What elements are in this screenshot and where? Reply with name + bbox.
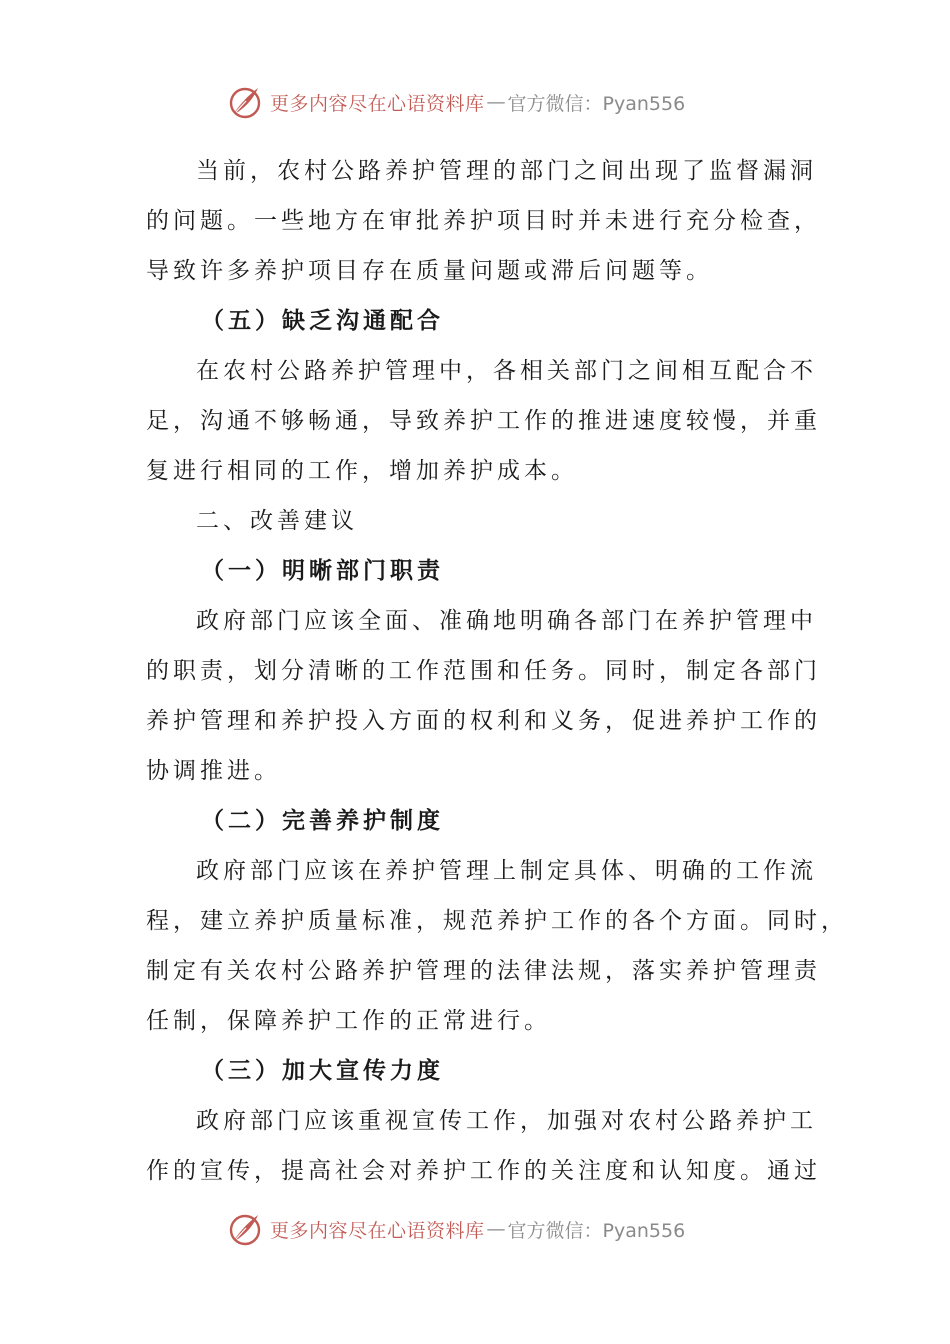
paragraph-publicity xyxy=(146,1096,821,1196)
part-heading-suggestions: 二、改善建议 xyxy=(196,508,358,534)
section-heading-system: （二）完善养护制度 xyxy=(201,807,444,834)
paragraph-line: 复进行相同的工作，增加养护成本。 xyxy=(146,458,578,484)
paragraph-oversight xyxy=(146,146,821,296)
paragraph-line: 在农村公路养护管理中，各相关部门之间相互配合不 xyxy=(196,358,817,384)
paragraph-line: 的职责，划分清晰的工作范围和任务。同时，制定各部门 xyxy=(146,658,821,684)
section-heading-responsibilities: （一）明晰部门职责 xyxy=(201,557,444,584)
paragraph-line: 制定有关农村公路养护管理的法律法规，落实养护管理责 xyxy=(146,958,821,984)
paragraph-line: 协调推进。 xyxy=(146,758,281,784)
paragraph-line: 程，建立养护质量标准，规范养护工作的各个方面。同时， xyxy=(146,908,848,934)
paragraph-line: 的问题。一些地方在审批养护项目时并未进行充分检查， xyxy=(146,208,821,234)
paragraph-line: 养护管理和养护投入方面的权利和义务，促进养护工作的 xyxy=(146,708,821,734)
watermark-wechat: 官方微信：Pyan556 xyxy=(507,1219,686,1242)
document-body xyxy=(146,146,848,1196)
paragraph-responsibilities xyxy=(146,596,821,796)
paragraph-system xyxy=(146,846,848,1046)
watermark-dash: — xyxy=(486,91,506,113)
header-watermark xyxy=(226,82,685,122)
quill-pen-icon xyxy=(226,1210,264,1248)
paragraph-line: 当前，农村公路养护管理的部门之间出现了监督漏洞 xyxy=(196,158,817,184)
watermark-wechat: 官方微信：Pyan556 xyxy=(507,92,686,115)
quill-pen-icon xyxy=(226,83,264,121)
paragraph-line: 任制，保障养护工作的正常进行。 xyxy=(146,1008,551,1034)
paragraph-line: 导致许多养护项目存在质量问题或滞后问题等。 xyxy=(146,258,713,284)
section-heading-publicity: （三）加大宣传力度 xyxy=(201,1057,444,1084)
watermark-brand: 更多内容尽在心语资料库 xyxy=(270,1219,485,1242)
paragraph-line: 政府部门应该重视宣传工作，加强对农村公路养护工 xyxy=(196,1108,817,1134)
footer-watermark xyxy=(226,1209,685,1249)
watermark-dash: — xyxy=(486,1218,506,1240)
paragraph-line: 政府部门应该在养护管理上制定具体、明确的工作流 xyxy=(196,858,817,884)
paragraph-communication xyxy=(146,346,821,496)
paragraph-line: 政府部门应该全面、准确地明确各部门在养护管理中 xyxy=(196,608,817,634)
watermark-brand: 更多内容尽在心语资料库 xyxy=(270,92,485,115)
section-heading-communication: （五）缺乏沟通配合 xyxy=(201,307,444,334)
paragraph-line: 作的宣传，提高社会对养护工作的关注度和认知度。通过 xyxy=(146,1158,821,1184)
paragraph-line: 足，沟通不够畅通，导致养护工作的推进速度较慢，并重 xyxy=(146,408,821,434)
